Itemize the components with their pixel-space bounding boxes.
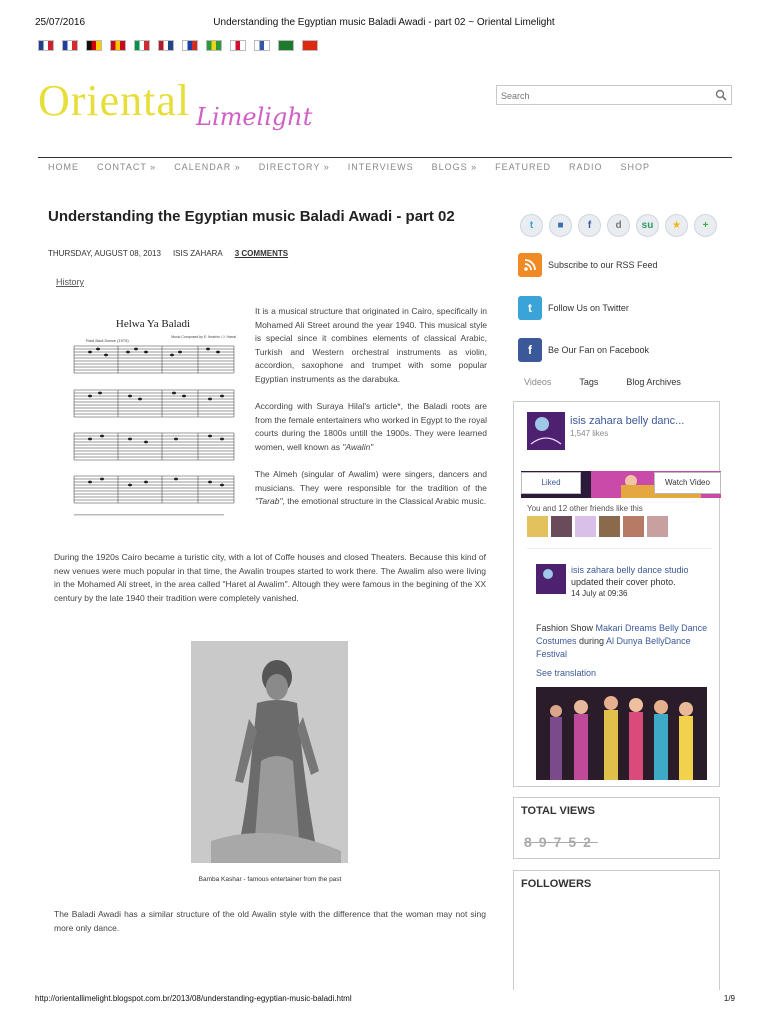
- fb-post-prefix: Fashion Show: [536, 623, 596, 633]
- sheet-music-subtitle: Raid Badi Dance (1975): [86, 338, 129, 343]
- fb-post-avatar[interactable]: [536, 564, 566, 594]
- nav-item-home[interactable]: HOME: [48, 162, 79, 172]
- print-header: [0, 17, 768, 31]
- nav-item-contact[interactable]: CONTACT »: [97, 162, 157, 172]
- sheet-music-title: Helwa Ya Baladi: [115, 318, 191, 330]
- total-views-widget: [513, 797, 720, 859]
- flag-russia-icon[interactable]: [182, 40, 198, 51]
- paragraph-3: [255, 468, 487, 509]
- post-meta: [48, 249, 288, 258]
- print-url: http://orientallimelight.blogspot.com.br/2013/08/understanding-egyptian-music-baladi.html: [35, 994, 352, 1003]
- flag-brazil-icon[interactable]: [206, 40, 222, 51]
- followers-title: FOLLOWERS: [521, 878, 592, 890]
- fb-friends-text: You and 12 other friends like this: [527, 504, 643, 513]
- flag-korea-icon[interactable]: [254, 40, 270, 51]
- nav-item-interviews[interactable]: INTERVIEWS: [347, 162, 414, 172]
- post-author[interactable]: ISIS ZAHARA: [172, 249, 223, 258]
- fb-post-header: [571, 564, 711, 600]
- follow-facebook[interactable]: [518, 338, 649, 362]
- tab-videos[interactable]: Videos: [524, 377, 552, 387]
- paragraph-3-text: The Almeh (singular of Awalim) were singers, dancers and musicians. They were responsible for the tradition of the: [255, 469, 487, 493]
- follow-facebook-label: Be Our Fan on Facebook: [548, 345, 650, 355]
- sidebar-tabs: [524, 377, 681, 387]
- logo-word-oriental: Oriental: [38, 76, 191, 125]
- favorite-star-icon[interactable]: ★: [665, 214, 688, 237]
- rss-icon: [518, 253, 542, 277]
- followers-widget: [513, 870, 720, 990]
- follow-rss[interactable]: [518, 253, 658, 277]
- tab-blog-archives[interactable]: Blog Archives: [626, 377, 681, 387]
- facebook-icon[interactable]: f: [578, 214, 601, 237]
- logo-word-limelight: Limelight: [196, 103, 313, 131]
- fb-watch-video-button[interactable]: Watch Video: [654, 472, 721, 494]
- search-box: [496, 85, 732, 105]
- total-views-count: 89752: [524, 834, 598, 850]
- friend-avatar[interactable]: [647, 516, 668, 537]
- paragraph-2-awalin: "Awalin": [342, 441, 374, 452]
- flag-netherlands-icon[interactable]: [158, 40, 174, 51]
- paragraph-2: [255, 400, 487, 454]
- post-comments-link[interactable]: 3 COMMENTS: [234, 249, 289, 258]
- nav-item-featured[interactable]: FEATURED: [495, 162, 551, 172]
- site-logo[interactable]: [38, 75, 318, 155]
- portrait-illustration: [191, 641, 348, 863]
- post-label-history[interactable]: History: [56, 277, 85, 287]
- nav-divider: [38, 157, 732, 158]
- paragraph-1: It is a musical structure that originated in Cairo, specifically in Mohamed Ali Street around the year 1940. This musical style is special since it combines elements of classical Arabic, Turkish and Western orchestral instruments as violin, accordion, saxophone and trumpet with some popular Egyptian instruments as the darabuka.: [255, 306, 487, 384]
- flag-saudi-icon[interactable]: [278, 40, 294, 51]
- fb-post-photo[interactable]: [536, 687, 707, 780]
- fb-post-mid: during: [576, 636, 607, 646]
- follow-twitter[interactable]: [518, 296, 629, 320]
- language-flags: [38, 40, 318, 51]
- music-staves: [66, 308, 240, 528]
- print-page-number: 1/9: [723, 994, 735, 1003]
- fb-post-text: [536, 622, 714, 661]
- photo-caption: Bamba Kashar - famous entertainer from the past: [198, 876, 342, 883]
- paragraph-5: The Baladi Awadi has a similar structure of the old Awalin style with the difference that the woman may not sing more only dance.: [54, 909, 486, 933]
- nav-item-calendar[interactable]: CALENDAR »: [174, 162, 241, 172]
- fb-liked-button[interactable]: Liked: [521, 472, 581, 494]
- flag-france-icon[interactable]: [62, 40, 78, 51]
- stumbleupon-icon[interactable]: su: [636, 214, 659, 237]
- facebook-f-icon: f: [518, 338, 542, 362]
- nav-item-blogs[interactable]: BLOGS »: [431, 162, 478, 172]
- friend-avatar[interactable]: [623, 516, 644, 537]
- fb-post-time[interactable]: 14 July at 09:36: [571, 589, 628, 598]
- nav-item-shop[interactable]: SHOP: [620, 162, 650, 172]
- flag-china-icon[interactable]: [302, 40, 318, 51]
- main-nav: [48, 162, 668, 172]
- fb-friends-box: [527, 504, 712, 549]
- flag-japan-icon[interactable]: [230, 40, 246, 51]
- flag-spain-icon[interactable]: [110, 40, 126, 51]
- total-views-title: TOTAL VIEWS: [521, 805, 595, 817]
- bamba-kashar-photo: [191, 641, 348, 863]
- fb-page-name[interactable]: isis zahara belly danc...: [570, 415, 685, 427]
- add-plus-icon[interactable]: +: [694, 214, 717, 237]
- friend-avatar[interactable]: [551, 516, 572, 537]
- follow-twitter-label: Follow Us on Twitter: [548, 303, 629, 313]
- nav-item-radio[interactable]: RADIO: [568, 162, 603, 172]
- print-date: 25/07/2016: [35, 17, 86, 28]
- sheet-music-credit: Music Composed by E. Ibrahim / J. Harral: [171, 335, 236, 339]
- paragraph-3-end: , the emotional structure in the Classical Arabic music.: [282, 496, 487, 506]
- flag-uk-icon[interactable]: [38, 40, 54, 51]
- fb-post-link-aldunya[interactable]: Al Dunya BellyDance Festival: [536, 636, 691, 659]
- search-input[interactable]: [497, 87, 705, 105]
- friend-avatar[interactable]: [575, 516, 596, 537]
- facebook-page-widget: [513, 401, 720, 787]
- fb-page-avatar[interactable]: [527, 412, 565, 450]
- digg-icon[interactable]: d: [607, 214, 630, 237]
- flag-italy-icon[interactable]: [134, 40, 150, 51]
- paragraph-3-tarab: "Tarab": [255, 496, 283, 506]
- post-title: Understanding the Egyptian music Baladi Awadi - part 02: [48, 208, 455, 225]
- paragraph-2-text: According with Suraya Hilal's article*, the Baladi roots are from the female entertainers who worked in Egypt to the royal courts during the 1800s untill the 1900s. They were learned women, well known as: [255, 401, 487, 452]
- twitter-icon[interactable]: t: [520, 214, 543, 237]
- fb-friends-avatars: [527, 516, 712, 537]
- flag-germany-icon[interactable]: [86, 40, 102, 51]
- friend-avatar[interactable]: [599, 516, 620, 537]
- fb-post-author[interactable]: isis zahara belly dance studio: [571, 565, 689, 575]
- delicious-icon[interactable]: ■: [549, 214, 572, 237]
- search-icon[interactable]: [715, 88, 727, 106]
- post-date: THURSDAY, AUGUST 08, 2013: [48, 249, 161, 258]
- paragraph-4: During the 1920s Cairo became a turistic city, with a lot of Coffe houses and closed Theaters. Because this kind of new venues were much popular in that time, the Awalin troupes started to work there. The Awalim also were living in the Mohamed Ali street, in the area called "Haret al Awalim". Altough they were famous in the begining of the XX century by the late 1940 their tradition were completely vanished.: [54, 552, 486, 603]
- sheet-music-image: [66, 308, 240, 528]
- nav-item-directory[interactable]: DIRECTORY »: [258, 162, 330, 172]
- print-title: Understanding the Egyptian music Baladi Awadi - part 02 ~ Oriental Limelight: [213, 17, 555, 28]
- social-share-row: [520, 214, 717, 237]
- print-footer: [35, 994, 735, 1003]
- tab-tags[interactable]: Tags: [579, 377, 599, 387]
- twitter-bird-icon: t: [518, 296, 542, 320]
- fb-page-likes: 1,547 likes: [570, 429, 609, 438]
- fb-post-link-makari[interactable]: Makari Dreams Belly Dance Costumes: [536, 623, 708, 646]
- follow-rss-label: Subscribe to our RSS Feed: [548, 260, 658, 270]
- fb-post-action: updated their cover photo.: [571, 577, 676, 587]
- friend-avatar[interactable]: [527, 516, 548, 537]
- fb-see-translation[interactable]: See translation: [536, 668, 597, 678]
